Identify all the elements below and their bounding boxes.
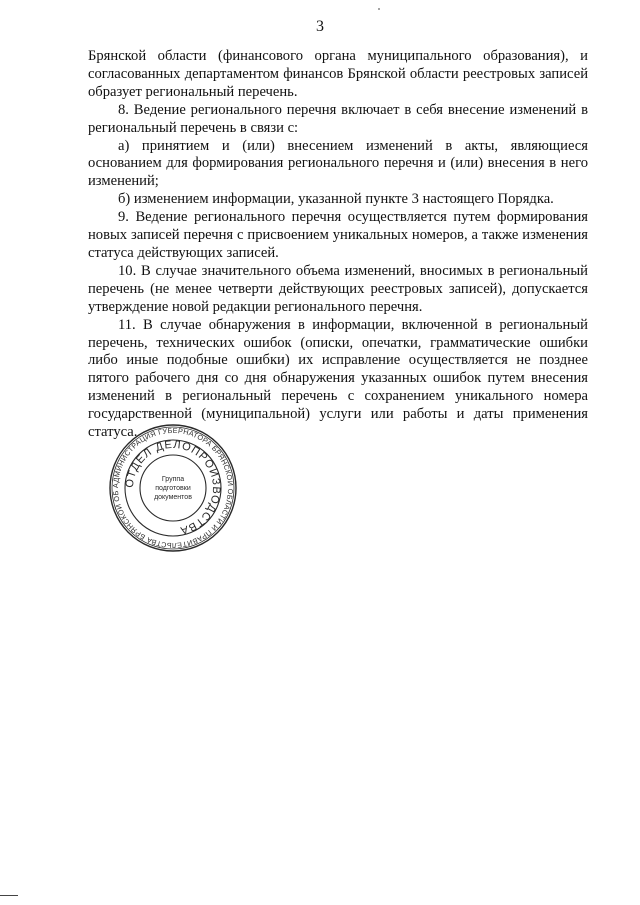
paragraph-8b: б) изменением информации, указанной пункте 3 настоящего Порядка. xyxy=(118,191,554,208)
stamp-graphic xyxy=(108,423,238,553)
paragraph-8: 8. Ведение регионального перечня включает в себя внесение изменений в региональный перечень в связи с: xyxy=(88,101,588,136)
paragraph-8a: а) принятием и (или) внесением изменений в акты, являющиеся основанием для формирования регионального перечня и (или) внесения в него изменений; xyxy=(88,137,588,190)
stamp-center-line-3: документов xyxy=(154,494,192,501)
paragraph-9: 9. Ведение регионального перечня осуществляется путем формирования новых записей перечня с присвоением уникальных номеров, а также изменения статуса действующих записей. xyxy=(88,209,588,261)
stamp-ring-text: ОТДЕЛ ДЕЛОПРОИЗВОДСТВА xyxy=(123,438,223,537)
scan-speck xyxy=(378,8,380,10)
scan-edge-mark xyxy=(0,895,18,896)
paragraph-10: 10. В случае значительного объема изменений, вносимых в региональный перечень (не менее четверти действующих реестровых записей), допускается утверждение новой редакции регионального перечня. xyxy=(88,262,588,315)
document-body xyxy=(88,48,588,442)
paragraph-intro: Брянской области (финансового органа муниципального образования), и согласованных департаментом финансов Брянской области реестровых записей образует региональный перечень. xyxy=(88,48,588,100)
paragraph-11: 11. В случае обнаружения в информации, включенной в региональный перечень, технических ошибок (описки, опечатки, грамматические ошибки либо иные подобные ошибки) их исправление осуществляется не позднее пятого рабочего дня со дня обнаружения указанных ошибок путем внесения изменений в региональный перечень с сохранением уникального номера государственной (муниципальной) услуги или работы и даты применения статуса. xyxy=(88,316,588,441)
stamp-center-line-1: Группа xyxy=(161,476,185,483)
stamp-outer-text: АДМИНИСТРАЦИЯ ГУБЕРНАТОРА БРЯНСКОЙ ОБЛАСТИ И ПРАВИТЕЛЬСТВА БРЯНСКОЙ ОБ xyxy=(110,425,236,551)
official-seal-stamp xyxy=(108,423,238,553)
page-number: 3 xyxy=(316,18,324,35)
stamp-center-line-2: подготовки xyxy=(155,485,191,492)
